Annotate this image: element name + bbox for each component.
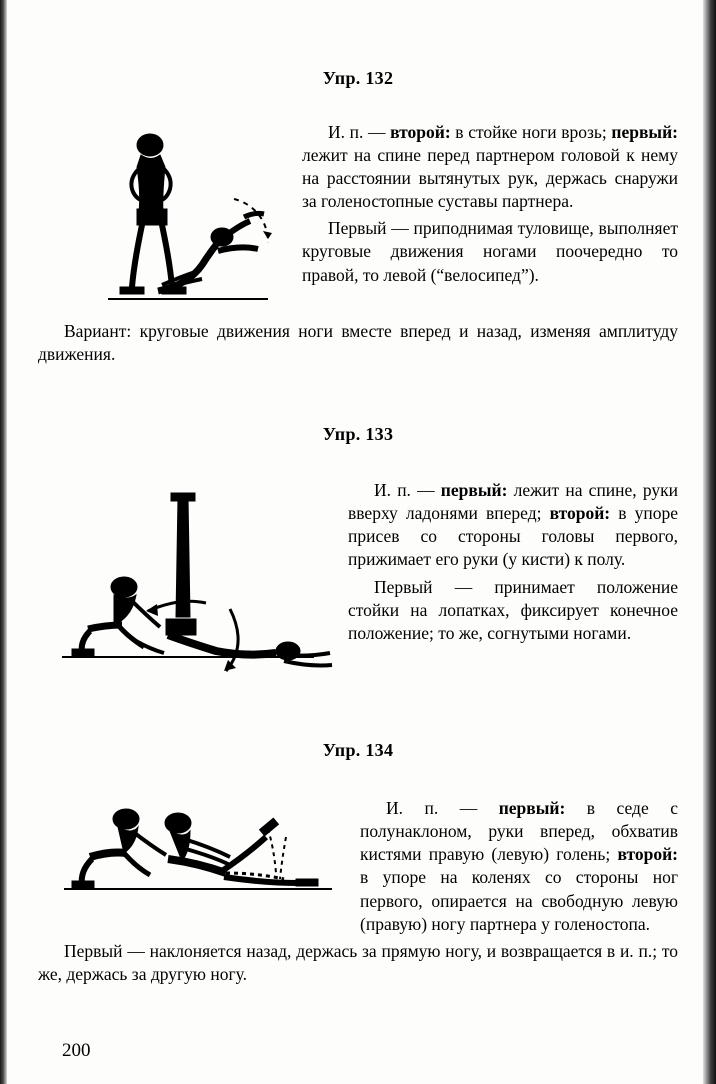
paragraph: И. п. — второй: в стойке ноги врозь; первый: лежит на спине перед партнером головой к нему на расстоянии вытянутых рук, держась снаружи за голеностопные суставы партнера. [302, 122, 678, 212]
page-left-edge-shadow [0, 0, 7, 1084]
exercise-block-133 [38, 424, 678, 694]
page-content [38, 0, 678, 1084]
exercise-132-variant: Вариант: круговые движения ноги вместе вперед и назад, изменяя амплитуду движения. [38, 321, 678, 365]
exercise-133-text [348, 479, 678, 645]
exercise-title-132: Упр. 132 [322, 68, 394, 88]
figure-exercise-132 [38, 121, 288, 316]
figure-exercise-134 [38, 797, 348, 915]
paragraph: Первый — принимает положение стойки на лопатках, фиксирует конечное положение; то же, согнутыми ногами. [348, 576, 678, 643]
exercise-134-text [360, 797, 678, 936]
paragraph: Первый — приподнимая туловище, выполняет круговые движения ногами поочередно то правой, то левой (“велосипед”). [302, 218, 678, 285]
paragraph: И. п. — первый: лежит на спине, руки вверху ладонями вперед; второй: в упоре присев со стороны головы первого, прижимает его руки (у кисти) к полу. [348, 480, 678, 570]
page-number: 200 [62, 1040, 91, 1061]
exercise-title-134: Упр. 134 [322, 740, 394, 761]
page-right-edge-shadow [703, 0, 716, 1084]
exercise-132-text [302, 121, 678, 287]
exercise-134-final: Первый — наклоняется назад, держась за прямую ногу, и возвращается в и. п.; то же, держась за другую ногу. [38, 940, 678, 984]
paragraph: И. п. — первый: в седе с полунаклоном, руки вперед, обхватив кистями правую (левую) голень; второй: в упоре на коленях со стороны ног первого, опирается на свободную левую (правую) ногу партнера у голеностопа. [360, 798, 678, 934]
exercise-block-134 [38, 740, 678, 986]
exercise-block-132 [38, 68, 678, 366]
figure-exercise-133 [38, 479, 334, 694]
exercise-title-133: Упр. 133 [322, 424, 394, 445]
